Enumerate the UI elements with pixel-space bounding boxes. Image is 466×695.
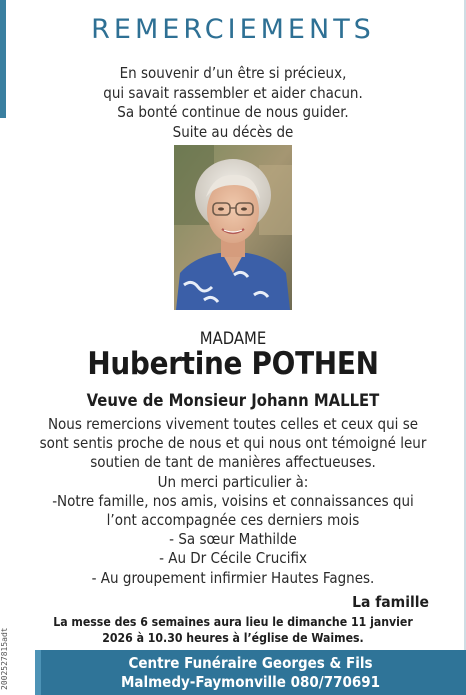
intro-line: Sa bonté continue de nous guider.: [117, 103, 349, 121]
mass-line: La messe des 6 semaines aura lieu le dimanche 11 janvier: [53, 615, 413, 629]
thanks-message: [0, 415, 466, 588]
intro-line: Suite au décès de: [172, 122, 294, 141]
message-line: - Au Dr Cécile Crucifix: [159, 549, 307, 568]
message-line: sont sentis proche de nous et qui nous ont témoigné leur: [39, 434, 427, 453]
funeral-home-name: Centre Funéraire Georges & Fils: [128, 654, 373, 672]
footer-accent: [35, 650, 41, 695]
portrait-photo: [174, 145, 292, 310]
intro-line: qui savait rassembler et aider chacun.: [103, 83, 363, 102]
mass-announcement: [0, 614, 466, 646]
message-line: soutien de tant de manières affectueuses.: [90, 453, 376, 472]
message-line: Un merci particulier à:: [157, 472, 309, 491]
family-signature: La famille: [352, 593, 429, 611]
intro-line: En souvenir d’un être si précieux,: [119, 64, 347, 82]
message-line: l’ont accompagnée ces derniers mois: [106, 511, 360, 530]
message-line: - Sa sœur Mathilde: [169, 530, 297, 549]
honorific: MADAME: [199, 329, 267, 348]
mass-line: 2026 à 10.30 heures à l’église de Waimes.: [102, 631, 364, 645]
message-line: -Notre famille, nos amis, voisins et connaissances qui: [52, 491, 414, 510]
message-line: Nous remercions vivement toutes celles et ceux qui se: [47, 415, 419, 433]
page-title: REMERCIEMENTS: [91, 14, 375, 45]
funeral-home-contact: Malmedy-Faymonville 080/770691: [120, 672, 381, 691]
widow-of: Veuve de Monsieur Johann MALLET: [86, 391, 380, 410]
reference-code: 2002527815adt: [0, 627, 9, 690]
message-line: - Au groupement infirmier Hautes Fagnes.: [91, 568, 375, 587]
deceased-name: Hubertine POTHEN: [87, 346, 379, 382]
intro-text: [0, 64, 466, 142]
funeral-home-footer: [35, 650, 466, 695]
